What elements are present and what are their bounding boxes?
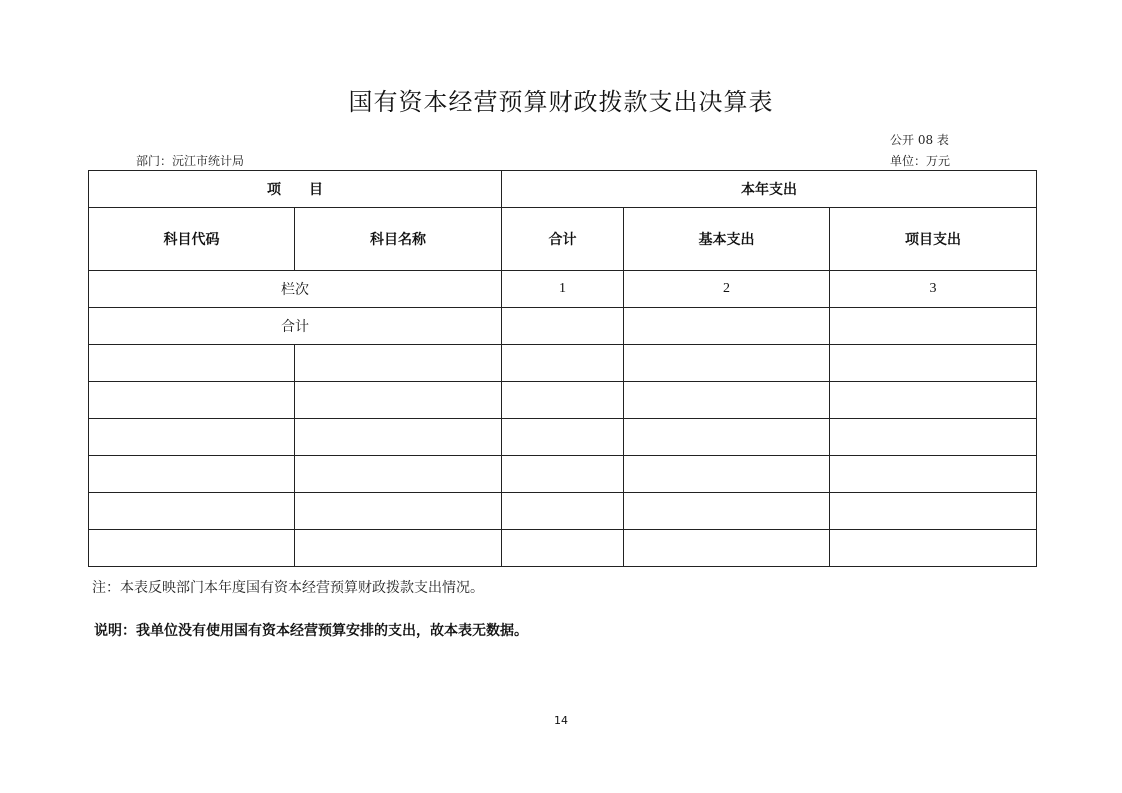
table-cell xyxy=(624,345,830,382)
table-row xyxy=(89,419,1037,456)
header-basic-expense: 基本支出 xyxy=(624,208,830,271)
table-cell xyxy=(89,345,295,382)
table-row xyxy=(89,382,1037,419)
header-item: 项 目 xyxy=(89,171,502,208)
table-cell xyxy=(89,382,295,419)
total-row xyxy=(89,308,1037,345)
table-cell xyxy=(502,493,624,530)
unit-label: 单位：万元 xyxy=(890,154,951,168)
header-subject-name: 科目名称 xyxy=(295,208,502,271)
table-cell xyxy=(624,382,830,419)
table-cell xyxy=(89,493,295,530)
table-cell xyxy=(89,456,295,493)
table-cell xyxy=(295,345,502,382)
page-number: 14 xyxy=(554,714,568,727)
table-cell xyxy=(295,419,502,456)
total-value-total xyxy=(502,308,624,345)
table-cell xyxy=(295,456,502,493)
table-cell xyxy=(624,456,830,493)
table-cell xyxy=(830,382,1037,419)
total-value-basic xyxy=(624,308,830,345)
header-current-year-expense: 本年支出 xyxy=(502,171,1037,208)
table-row xyxy=(89,493,1037,530)
index-total: 1 xyxy=(502,271,624,308)
table-cell xyxy=(830,493,1037,530)
table-cell xyxy=(624,419,830,456)
department-label: 部门：沅江市统计局 xyxy=(136,154,245,168)
table-note: 注：本表反映部门本年度国有资本经营预算财政拨款支出情况。 xyxy=(92,580,484,596)
page-title: 国有资本经营预算财政拨款支出决算表 xyxy=(348,88,774,116)
header-row-columns xyxy=(89,208,1037,271)
expenditure-table xyxy=(88,170,1037,567)
table-cell xyxy=(295,530,502,567)
index-row-label: 栏次 xyxy=(89,271,502,308)
header-subject-code: 科目代码 xyxy=(89,208,295,271)
total-value-project xyxy=(830,308,1037,345)
table-cell xyxy=(89,530,295,567)
table-row xyxy=(89,345,1037,382)
table-cell xyxy=(830,345,1037,382)
table-cell xyxy=(89,419,295,456)
table-cell xyxy=(502,382,624,419)
header-total: 合计 xyxy=(502,208,624,271)
table-cell xyxy=(830,419,1037,456)
header-project-expense: 项目支出 xyxy=(830,208,1037,271)
index-basic: 2 xyxy=(624,271,830,308)
header-row-top xyxy=(89,171,1037,208)
total-row-label: 合计 xyxy=(89,308,502,345)
table-cell xyxy=(624,530,830,567)
explanation-text: 说明：我单位没有使用国有资本经营预算安排的支出，故本表无数据。 xyxy=(94,623,528,639)
table-cell xyxy=(295,493,502,530)
table-cell xyxy=(830,456,1037,493)
table-cell xyxy=(502,456,624,493)
table-cell xyxy=(502,419,624,456)
table-cell xyxy=(624,493,830,530)
table-cell xyxy=(502,530,624,567)
form-number: 公开 08 表 xyxy=(890,133,949,147)
index-project: 3 xyxy=(830,271,1037,308)
table-row xyxy=(89,456,1037,493)
index-row xyxy=(89,271,1037,308)
table-cell xyxy=(295,382,502,419)
table-row xyxy=(89,530,1037,567)
table-cell xyxy=(830,530,1037,567)
table-cell xyxy=(502,345,624,382)
